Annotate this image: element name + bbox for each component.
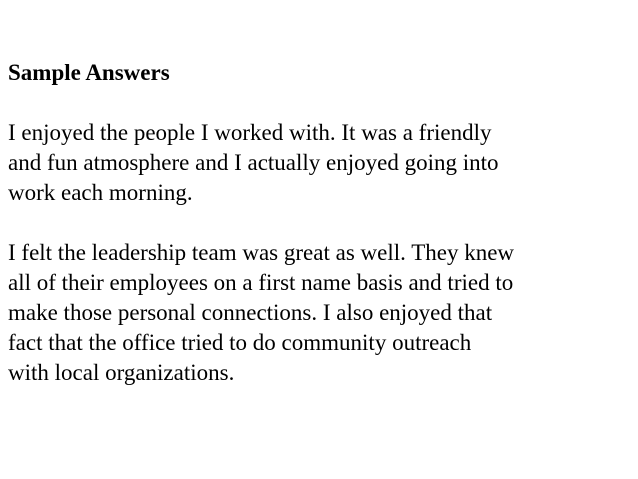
- paragraph-line: I felt the leadership team was great as well. They knew: [8, 240, 515, 265]
- document-page: [8, 58, 636, 388]
- paragraph-line: work each morning.: [8, 180, 193, 205]
- spacer: [8, 88, 636, 118]
- paragraph-line: all of their employees on a first name basis and tried to: [8, 270, 514, 295]
- section-heading: Sample Answers: [8, 60, 170, 85]
- answer-paragraph-1: [8, 118, 636, 208]
- paragraph-line: with local organizations.: [8, 360, 235, 385]
- spacer: [8, 208, 636, 238]
- paragraph-line: I enjoyed the people I worked with. It was a friendly: [8, 120, 492, 145]
- paragraph-line: fact that the office tried to do community outreach: [8, 330, 472, 355]
- answer-paragraph-2: [8, 238, 636, 388]
- paragraph-line: make those personal connections. I also enjoyed that: [8, 300, 493, 325]
- paragraph-line: and fun atmosphere and I actually enjoyed going into: [8, 150, 499, 175]
